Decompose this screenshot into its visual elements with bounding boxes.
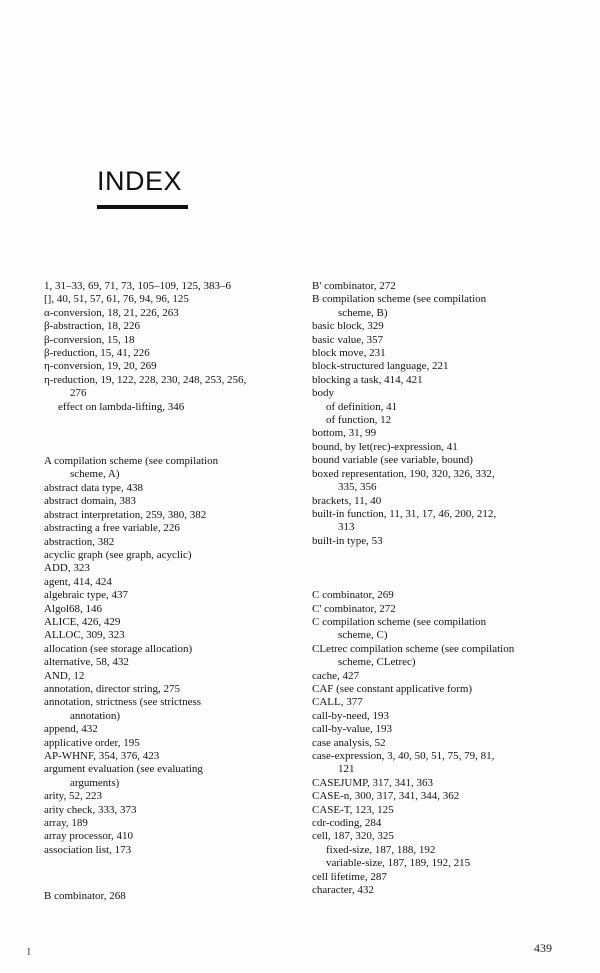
index-entry: arity check, 333, 373	[44, 803, 137, 816]
index-entry: argument evaluation (see evaluating	[44, 763, 203, 776]
index-entry: A compilation scheme (see compilation	[44, 455, 219, 468]
index-subentry: of definition, 41	[326, 400, 398, 413]
index-entry: abstraction, 382	[44, 535, 115, 548]
index-entry: annotation, director string, 275	[44, 682, 180, 695]
index-entry: alternative, 58, 432	[44, 656, 129, 669]
index-entry: arity, 52, 223	[44, 790, 102, 803]
index-entry: β-reduction, 15, 41, 226	[44, 347, 150, 360]
index-entry: basic value, 357	[312, 333, 384, 346]
index-entry: η-reduction, 19, 122, 228, 230, 248, 253, 256,	[44, 373, 247, 386]
index-entry: append, 432	[44, 723, 98, 736]
index-entry: β-conversion, 15, 18	[44, 333, 135, 346]
index-entry: agent, 414, 424	[44, 575, 112, 588]
index-entry: cell lifetime, 287	[312, 870, 387, 883]
index-entry: ALICE, 426, 429	[44, 615, 121, 628]
index-entry: α-conversion, 18, 21, 226, 263	[44, 306, 179, 319]
index-entry: C compilation scheme (see compilation	[312, 615, 487, 628]
index-entry: η-conversion, 19, 20, 269	[44, 360, 157, 373]
index-entry: blocking a task, 414, 421	[312, 373, 423, 386]
title-underline	[97, 205, 188, 209]
index-subentry: fixed-size, 187, 188, 192	[326, 843, 436, 856]
index-entry: abstract interpretation, 259, 380, 382	[44, 508, 207, 521]
index-entry: built-in type, 53	[312, 534, 383, 547]
index-subentry: of function, 12	[326, 414, 392, 427]
index-entry: 1, 31–33, 69, 71, 73, 105–109, 125, 383–6	[44, 280, 231, 292]
index-entry: applicative order, 195	[44, 736, 140, 749]
index-entry-continuation: scheme, C)	[338, 629, 388, 642]
index-entry: algebraic type, 437	[44, 589, 128, 602]
index-entry: ALLOC, 309, 323	[44, 629, 125, 642]
index-entry: acyclic graph (see graph, acyclic)	[44, 548, 192, 561]
index-entry: abstract data type, 438	[44, 481, 143, 494]
index-entry: call-by-need, 193	[312, 709, 389, 722]
index-subentry: effect on lambda-lifting, 346	[58, 400, 185, 413]
index-subentry: variable-size, 187, 189, 192, 215	[326, 857, 471, 870]
index-column-right	[312, 280, 592, 897]
index-entry: Algol68, 146	[44, 602, 103, 615]
index-entry: allocation (see storage allocation)	[44, 642, 193, 655]
index-entry: block-structured language, 221	[312, 360, 449, 373]
corner-mark: I	[27, 946, 31, 958]
section-gap	[44, 857, 324, 890]
index-entry: AND, 12	[44, 669, 85, 682]
index-entry: cell, 187, 320, 325	[312, 830, 394, 843]
index-entry: abstracting a free variable, 226	[44, 522, 180, 535]
index-entry: CAF (see constant applicative form)	[312, 682, 473, 695]
index-entry: abstract domain, 383	[44, 495, 136, 508]
index-entry-continuation: annotation)	[70, 709, 121, 722]
index-entry: association list, 173	[44, 843, 132, 856]
index-entry: B' combinator, 272	[312, 280, 396, 292]
index-entry: CASEJUMP, 317, 341, 363	[312, 776, 434, 789]
index-entry: CALL, 377	[312, 696, 363, 709]
index-entry: bound variable (see variable, bound)	[312, 454, 473, 467]
index-entry-continuation: 313	[338, 521, 355, 534]
index-entry: CASE-n, 300, 317, 341, 344, 362	[312, 790, 460, 803]
index-entry: case-expression, 3, 40, 50, 51, 75, 79, 81,	[312, 750, 495, 762]
index-entry: ADD, 323	[44, 562, 90, 575]
index-entry: B compilation scheme (see compilation	[312, 293, 487, 306]
index-entry: annotation, strictness (see strictness	[44, 696, 202, 709]
index-entry-continuation: scheme, B)	[338, 306, 388, 319]
index-entry: block move, 231	[312, 347, 386, 360]
index-entry: body	[312, 387, 334, 400]
index-entry: B combinator, 268	[44, 890, 126, 903]
index-entry-continuation: 276	[70, 387, 87, 400]
index-entry: cdr-coding, 284	[312, 817, 382, 830]
index-entry: C combinator, 269	[312, 589, 394, 602]
index-entry-continuation: scheme, A)	[70, 468, 120, 481]
index-entry: [], 40, 51, 57, 61, 76, 94, 96, 125	[44, 293, 189, 306]
index-entry: cache, 427	[312, 669, 360, 682]
index-entry: built-in function, 11, 31, 17, 46, 200, 212,	[312, 507, 497, 520]
index-entry: AP-WHNF, 354, 376, 423	[44, 750, 160, 762]
index-column-left	[44, 280, 324, 904]
index-entry: array processor, 410	[44, 830, 134, 843]
index-entry-continuation: arguments)	[70, 776, 120, 789]
section-gap	[312, 548, 592, 589]
index-entry-continuation: 121	[338, 763, 355, 776]
page-title: INDEX	[97, 166, 183, 196]
index-entry-continuation: 335, 356	[338, 481, 377, 494]
section-gap	[44, 414, 324, 455]
index-entry: brackets, 11, 40	[312, 494, 382, 507]
index-entry: array, 189	[44, 817, 88, 830]
index-entry: character, 432	[312, 884, 374, 897]
index-entry: bound, by let(rec)-expression, 41	[312, 440, 458, 453]
index-entry: case analysis, 52	[312, 736, 386, 749]
index-entry: bottom, 31, 99	[312, 427, 377, 440]
index-entry: CLetrec compilation scheme (see compilation	[312, 642, 515, 655]
index-entry: C' combinator, 272	[312, 602, 396, 615]
index-entry: basic block, 329	[312, 320, 384, 333]
index-entry: β-abstraction, 18, 226	[44, 320, 141, 333]
index-entry: boxed representation, 190, 320, 326, 332,	[312, 467, 495, 480]
index-entry: call-by-value, 193	[312, 723, 393, 736]
index-entry: CASE-T, 123, 125	[312, 803, 394, 816]
page-number: 439	[534, 941, 552, 955]
index-entry-continuation: scheme, CLetrec)	[338, 656, 416, 669]
